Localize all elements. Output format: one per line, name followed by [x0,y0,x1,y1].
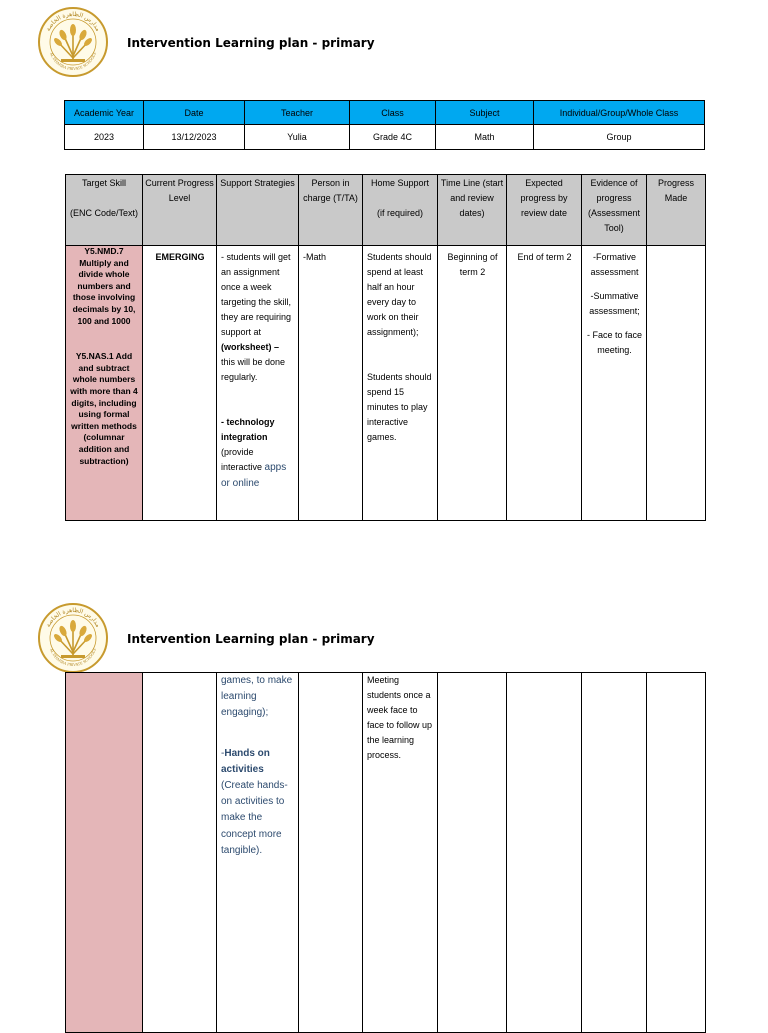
target-skill-2: Y5.NAS.1 Add and subtract whole numbers with more than 4 digits, including using formal written methods (columnar addition and subtraction) [70,351,138,466]
svg-text:AL DHAHRA PRIVATE SCHOOLS: AL DHAHRA PRIVATE SCHOOLS [49,51,97,72]
evidence-cell [582,673,647,1033]
plan-continued-row [66,673,706,1033]
person-in-charge-cell: -Math [299,246,363,521]
target-skill-header-label: Target Skill [81,178,126,188]
page-title: Intervention Learning plan - primary [127,36,375,50]
evidence-cell [582,246,647,521]
support-strategy-3-text: (Create hands-on activities to make the concept more tangible). [221,780,288,856]
expected-progress-cell: End of term 2 [507,246,582,521]
target-skill-header [66,175,143,246]
school-logo-icon [37,6,109,78]
support-strategy-2-cont: games, to make learning engaging); [221,675,293,719]
home-support-2: Students should spend 15 minutes to play interactive games. [367,372,432,442]
time-line-cell [438,673,507,1033]
enc-code-header-label: (ENC Code/Text) [69,208,139,218]
info-table [64,100,705,150]
school-logo-icon [37,602,109,674]
date-value: 13/12/2023 [144,125,245,150]
group-type-header: Individual/Group/Whole Class [534,101,705,125]
support-strategy-2-bold: - technology integration [221,417,275,442]
support-strategy-1-end: this will be done regularly. [221,357,286,382]
page-header [0,0,768,80]
target-skill-1: Y5.NMD.7 Multiply and divide whole numbers and those involving decimals by 10, 100 and 1000 [72,246,136,326]
support-strategy-3-bold: Hands on activities [221,747,270,775]
target-skill-cell [66,673,143,1033]
date-header: Date [144,101,245,125]
expected-progress-cell [507,673,582,1033]
teacher-header: Teacher [245,101,350,125]
home-support-1: Students should spend at least half an hour every day to work on their assignment); [367,252,432,337]
target-skill-cell [66,246,143,521]
plan-header-row [66,175,706,246]
class-header: Class [350,101,436,125]
svg-text:AL DHAHRA PRIVATE SCHOOLS: AL DHAHRA PRIVATE SCHOOLS [49,647,97,668]
subject-value: Math [436,125,534,150]
evidence-3: - Face to face meeting. [586,330,643,355]
support-strategy-2-b: apps or online [221,462,287,490]
intervention-plan-table-continued [65,672,706,1033]
person-in-charge-cell [299,673,363,1033]
current-progress-header: Current Progress Level [143,175,217,246]
home-support-header [363,175,438,246]
progress-made-cell [647,246,706,521]
academic-year-header: Academic Year [65,101,144,125]
support-strategy-3-prefix: - [221,747,225,759]
if-required-header-label: (if required) [376,208,423,218]
home-support-cell [363,246,438,521]
home-support-cell: Meeting students once a week face to face to follow up the learning process. [363,673,438,1033]
support-strategy-2-a: (provide interactive [221,447,263,472]
evidence-1: -Formative assessment [590,252,639,277]
support-strategies-header: Support Strategies [217,175,299,246]
page-title: Intervention Learning plan - primary [127,632,375,646]
info-value-row [65,125,705,150]
progress-made-cell [647,673,706,1033]
support-strategies-cell [217,673,299,1033]
group-type-value: Group [534,125,705,150]
evidence-header: Evidence of progress (Assessment Tool) [582,175,647,246]
time-line-cell: Beginning of term 2 [438,246,507,521]
evidence-2: -Summative assessment; [589,291,640,316]
expected-progress-header: Expected progress by review date [507,175,582,246]
svg-text:مدارس الظاهرة الخاصة: مدارس الظاهرة الخاصة [44,10,102,33]
info-header-row [65,101,705,125]
support-strategy-1: - students will get an assignment once a week targeting the skill, they are requiring support at [221,252,292,337]
current-progress-cell: EMERGING [143,246,217,521]
time-line-header: Time Line (start and review dates) [438,175,507,246]
plan-data-row [66,246,706,521]
current-progress-cell [143,673,217,1033]
svg-text:مدارس الظاهرة الخاصة: مدارس الظاهرة الخاصة [44,606,102,629]
intervention-plan-table [65,174,706,521]
home-support-header-label: Home Support [370,178,430,188]
progress-made-header: Progress Made [647,175,706,246]
support-strategy-1-bold: (worksheet) – [221,342,280,352]
academic-year-value: 2023 [65,125,144,150]
person-in-charge-header: Person in charge (T/TA) [299,175,363,246]
subject-header: Subject [436,101,534,125]
page-header-2 [0,596,768,676]
class-value: Grade 4C [350,125,436,150]
support-strategies-cell [217,246,299,521]
teacher-value: Yulia [245,125,350,150]
